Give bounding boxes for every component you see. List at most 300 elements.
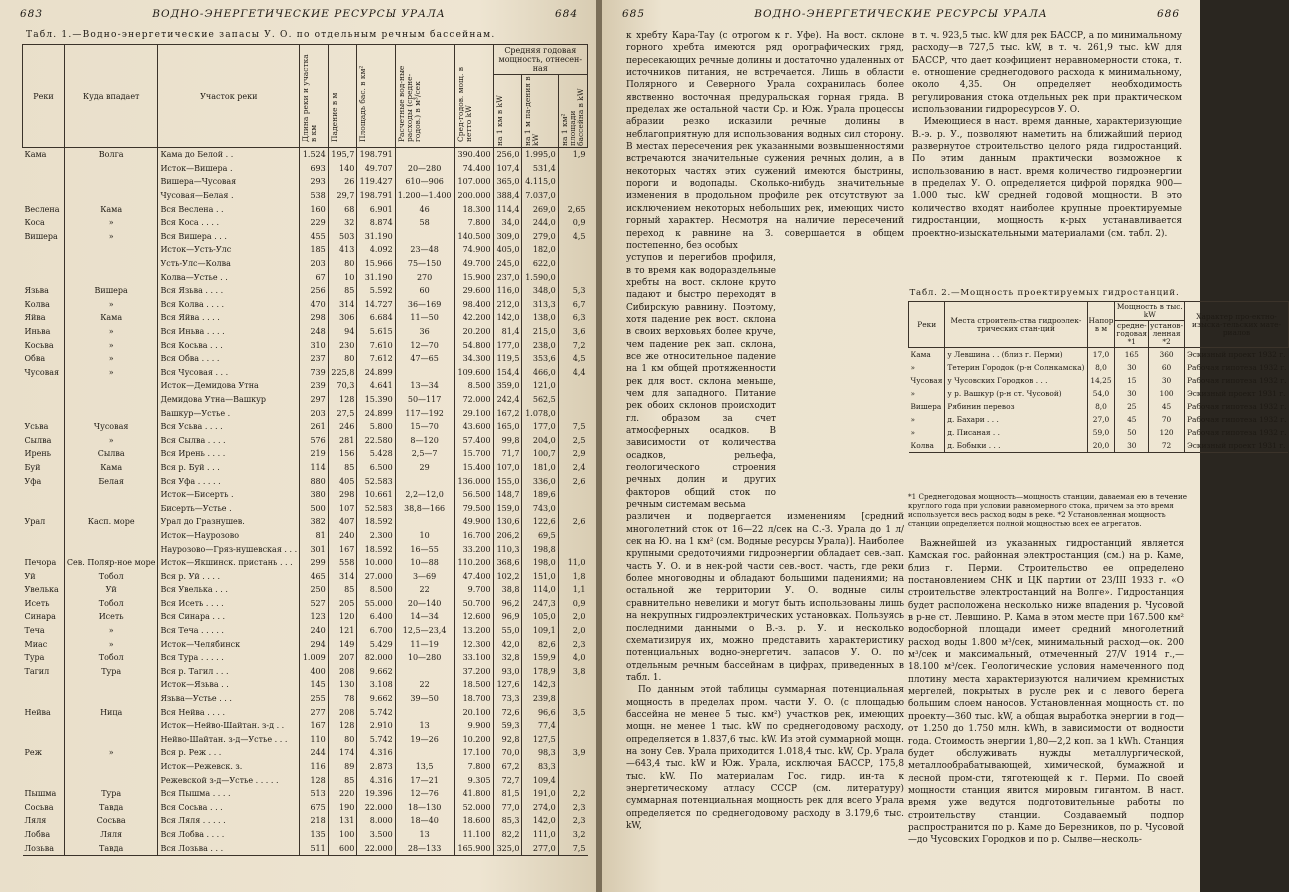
table-cell: 22.000 (357, 841, 395, 855)
table-cell: Тобол (64, 569, 158, 583)
table-cell: 73,3 (493, 692, 522, 706)
table-cell: 675 (300, 801, 329, 815)
table-cell: Исток—Бисерть . (158, 488, 300, 502)
table-cell: 1,9 (558, 148, 587, 162)
table-cell: 140 (328, 162, 357, 176)
table-cell: 42,0 (493, 637, 522, 651)
table-cell: Тавда (64, 801, 158, 815)
table-cell: 100,7 (522, 447, 558, 461)
table-cell: 72,6 (493, 705, 522, 719)
table-cell: 576 (300, 433, 329, 447)
table-row (23, 379, 588, 393)
table-cell (23, 175, 65, 189)
table-cell: Кама (24, 150, 47, 160)
table-cell: 29.100 (454, 406, 493, 420)
table-cell: Вся Лозьва . . . (158, 841, 300, 855)
table-cell: 203 (300, 257, 329, 271)
table-cell: 242,4 (493, 393, 522, 407)
table-cell: Вся Сылва . . . . (158, 433, 300, 447)
right-page (602, 0, 1287, 892)
table-cell: 98.400 (454, 298, 493, 312)
table-cell: 185 (300, 243, 329, 257)
t2-header-avg: средне-годовая *1 (1116, 321, 1148, 346)
table-cell: 116,0 (493, 284, 522, 298)
table-cell: 34,0 (493, 216, 522, 230)
table-cell: Вашкур—Устье . (158, 406, 300, 420)
table-cell: Тура (24, 653, 45, 663)
table-cell: 380 (300, 488, 329, 502)
table-cell: Чусовая—Белая . (158, 189, 300, 203)
table-cell: 31.190 (357, 270, 395, 284)
table-cell (64, 270, 158, 284)
table-cell: 7,5 (558, 841, 587, 855)
table-cell (558, 773, 587, 787)
table-cell: » (64, 216, 158, 230)
table-cell: 148,7 (493, 488, 522, 502)
table-cell: 255 (300, 692, 329, 706)
table-cell: 102,2 (493, 569, 522, 583)
table-cell: Теча (24, 626, 45, 636)
table-cell: 23—48 (395, 243, 454, 257)
table-cell: Коса (24, 218, 45, 228)
table-cell: 531,4 (522, 162, 558, 176)
table-cell (64, 501, 158, 515)
table-cell: 2,5 (558, 433, 587, 447)
table-row (23, 705, 588, 719)
table-cell: Вся Вишера . . . (158, 230, 300, 244)
table-cell: Кама (64, 461, 158, 475)
table-cell: 85 (328, 583, 357, 597)
table-cell: 15.900 (454, 270, 493, 284)
table-cell: 94 (328, 325, 357, 339)
table-cell: Колва—Устье . . (158, 270, 300, 284)
table-cell: 33.200 (454, 542, 493, 556)
table-cell: 353,6 (522, 352, 558, 366)
table-cell (23, 692, 65, 706)
table-cell: 5,3 (558, 284, 587, 298)
header-per-km: на 1 км в kW (494, 95, 504, 146)
table-cell: 503 (328, 230, 357, 244)
table-cell: 11—19 (395, 637, 454, 651)
table-cell: Уфа (24, 476, 42, 486)
table-cell: 336,0 (522, 474, 558, 488)
table-cell: Синара (24, 612, 56, 622)
table-cell: 178,9 (522, 665, 558, 679)
table-cell: 298 (300, 311, 329, 325)
table-cell (395, 515, 454, 529)
table-cell: 77,4 (522, 719, 558, 733)
table-cell (23, 733, 65, 747)
table-cell (23, 719, 65, 733)
table-cell: Вся Увелька . . . (158, 583, 300, 597)
table-cell: 7.800 (454, 760, 493, 774)
table-cell: 191,0 (522, 787, 558, 801)
table-cell: Вся р. Реж . . . (158, 746, 300, 760)
table-cell: 10—280 (395, 651, 454, 665)
table-row (23, 828, 588, 842)
header-flow: Расчетные вод-ные расходы (средне-годов.) в м³/сек (396, 65, 422, 142)
paragraph: к хребту Кара-Тау (с отрогом к г. Уфе). На вост. склоне горного хребта имеются ряд орографических гряд, пересекающих речные долины и достаточно удаленных от источников питания, не встречается. Лишь в области Полярного и Северного Урала сохранилась более явственно восточная предуральская горная гряда. В пределах же остальной части Ср. и Юж. Урала процессы абразии резко исказили речные долины в неблагоприятную для использования водных сил сторону. В местах пересечения рек указанными возвышенностями встречаются значительные сужения речных долин, а в некоторых частях этих сужений имеются быстрины, пороги и водопады. Сколько-нибудь значительные изменения в продольном профиле рек отсутствуют за исключением некоторых небольших рек, имеющих чисто горный характер. Несмотря на наличие пересечений переход к равнине на З. совершается в общем постепенно, без особых (626, 31, 904, 251)
table-cell (558, 270, 587, 284)
table-cell (64, 175, 158, 189)
table-cell: Вся Яйва . . . . (158, 311, 300, 325)
table-cell: 8.874 (357, 216, 395, 230)
table-cell: у р. Вашкур (р-н ст. Чусовой) (945, 387, 1087, 400)
table-cell: 206,2 (493, 529, 522, 543)
table-cell: Чусовая (910, 375, 943, 385)
table-cell: 71,7 (493, 447, 522, 461)
table-cell: 2,9 (558, 447, 587, 461)
table-cell: 500 (300, 501, 329, 515)
table-cell: 159,0 (493, 501, 522, 515)
table-cell: Вся Сосьва . . . (158, 801, 300, 815)
table-cell: 465 (300, 569, 329, 583)
table-cell: 6,7 (558, 298, 587, 312)
table-cell: 2,0 (558, 610, 587, 624)
table-cell: Рабочая гипотеза 1932 г. (1185, 361, 1289, 374)
header-section: Участок реки (158, 45, 300, 148)
paragraph: в т. ч. 923,5 тыс. kW для рек БАССР, а по минимальному расходу—в 727,5 тыс. kW, в т. ч. 261,9 тыс. kW для БАССР, что дает коэфициент неравномерности стока, т. е. отношение среднегодового расхода к минимальному, около 4,35. Он определяет необходимость регулирования стока отдельных рек при практическом использовании гидроресурсов У. О. (912, 31, 1182, 116)
table-cell: Тура (64, 665, 158, 679)
table-cell: 240 (300, 624, 329, 638)
table-cell: 9.662 (357, 692, 395, 706)
table-cell (23, 189, 65, 203)
table-cell: 138,0 (522, 311, 558, 325)
table-row (23, 501, 588, 515)
table-cell: 121,0 (522, 379, 558, 393)
table-cell: 39—50 (395, 692, 454, 706)
table-row (23, 148, 588, 162)
page-number: 683 (20, 8, 44, 20)
table-cell: 93,0 (493, 665, 522, 679)
table-row (23, 175, 588, 189)
table-cell: 60 (395, 284, 454, 298)
table-cell: 5.615 (357, 325, 395, 339)
table-cell: 5.429 (357, 637, 395, 651)
table-cell: 279,0 (522, 230, 558, 244)
table-cell: 57.400 (454, 433, 493, 447)
table-cell: Эскизный проект 1931 г. (1185, 387, 1289, 400)
t2-header-river: Реки (909, 302, 945, 348)
table-cell: 79.500 (454, 501, 493, 515)
table-cell: Исток—Челябинск (158, 637, 300, 651)
table-cell: 693 (300, 162, 329, 176)
table-cell (395, 366, 454, 380)
table-cell: 107,4 (493, 162, 522, 176)
table-cell: 390.400 (454, 148, 493, 162)
table-cell: 298 (328, 488, 357, 502)
table-cell: 52.583 (357, 501, 395, 515)
table-cell: 6.700 (357, 624, 395, 638)
header-river: Реки (23, 45, 65, 148)
table-cell: 13 (395, 828, 454, 842)
table-cell: 10 (328, 270, 357, 284)
table-cell (64, 773, 158, 787)
table-cell: 207 (328, 651, 357, 665)
table-row (23, 692, 588, 706)
table-cell: 8.500 (454, 379, 493, 393)
table-cell: 13.200 (454, 624, 493, 638)
table-cell: Нейво-Шайтан. з-д—Устье . . . (158, 733, 300, 747)
table-cell: 29,7 (328, 189, 357, 203)
table-cell: 6,3 (558, 311, 587, 325)
table-cell: 81 (300, 529, 329, 543)
table-cell: 204,0 (522, 433, 558, 447)
table-cell (558, 733, 587, 747)
table-cell: 15.400 (454, 461, 493, 475)
table-cell: Сев. Поляр-ное море (64, 556, 158, 570)
table-cell: Вся Исеть . . . . (158, 597, 300, 611)
table-cell: Исток—Режевск. з. (158, 760, 300, 774)
table-cell: 195,7 (328, 148, 357, 162)
table-cell: 22.000 (357, 801, 395, 815)
table-cell: 1.524 (300, 148, 329, 162)
table-cell: 198.791 (357, 189, 395, 203)
table-cell: 60 (1149, 361, 1185, 374)
header-per-area: на 1 км² площади бассейна в kW (559, 88, 585, 146)
table-cell: Исток—Усть-Улс (158, 243, 300, 257)
table-cell: » (64, 338, 158, 352)
table-row (23, 243, 588, 257)
table-row (909, 413, 1289, 426)
table-cell: 177,0 (522, 420, 558, 434)
table-cell: 1.009 (300, 651, 329, 665)
table-cell: 281 (328, 433, 357, 447)
table-cell: 2.873 (357, 760, 395, 774)
table-cell: 4.316 (357, 746, 395, 760)
table-cell: 18.592 (357, 542, 395, 556)
table-cell: 41.800 (454, 787, 493, 801)
table-cell: 244 (300, 746, 329, 760)
table-cell: Бисерть—Устье . (158, 501, 300, 515)
table-cell: Тавда (64, 841, 158, 855)
table-cell: » (910, 427, 916, 437)
table-cell: 237,0 (493, 270, 522, 284)
table-cell: 3,5 (558, 705, 587, 719)
table-cell: Тура (64, 787, 158, 801)
table-cell: 80 (328, 257, 357, 271)
table-cell: Наурозово—Гряз-нушевская . . . (158, 542, 300, 556)
table-cell: Демидова Утна—Вашкур (158, 393, 300, 407)
table-cell: 14—34 (395, 610, 454, 624)
table-cell: 182,0 (522, 243, 558, 257)
table-cell: 119,5 (493, 352, 522, 366)
table-cell (64, 243, 158, 257)
table-cell: 244,0 (522, 216, 558, 230)
table-cell: 14,25 (1087, 374, 1115, 387)
table-cell: 75—150 (395, 257, 454, 271)
table-cell: » (64, 746, 158, 760)
table-cell: 10—88 (395, 556, 454, 570)
table-cell: 3,2 (558, 828, 587, 842)
table-cell: 274,0 (522, 801, 558, 815)
table-cell: 18.500 (454, 678, 493, 692)
table-cell: 4.641 (357, 379, 395, 393)
table-cell: 122,6 (522, 515, 558, 529)
table-row (23, 801, 588, 815)
table-cell (23, 501, 65, 515)
table-cell: 181,0 (522, 461, 558, 475)
table-cell: 0,9 (558, 597, 587, 611)
table-cell: 562,5 (522, 393, 558, 407)
table-cell: 49.700 (454, 257, 493, 271)
table-cell: » (64, 624, 158, 638)
table-cell (558, 162, 587, 176)
table-cell: 1.995,0 (522, 148, 558, 162)
table-cell: 1.078,0 (522, 406, 558, 420)
table-cell: Вишера (24, 231, 58, 241)
table-cell: 7.612 (357, 352, 395, 366)
table-cell: 7.037,0 (522, 189, 558, 203)
table-cell: 24.899 (357, 366, 395, 380)
table-cell: 135 (300, 828, 329, 842)
table-cell: 165.900 (454, 841, 493, 855)
table-cell: 2,5—7 (395, 447, 454, 461)
table-cell: 466,0 (522, 366, 558, 380)
table-cell: Тетерин Городок (р-н Солнкамска) (945, 361, 1087, 374)
table-cell (23, 243, 65, 257)
table-cell: 4,5 (558, 352, 587, 366)
table-cell: 238,0 (522, 338, 558, 352)
table-cell (23, 760, 65, 774)
table-cell: 36—169 (395, 298, 454, 312)
table-cell: 15.966 (357, 257, 395, 271)
table-cell: Уй (64, 583, 158, 597)
table-cell (23, 162, 65, 176)
table-cell: 200.000 (454, 189, 493, 203)
table-row (23, 542, 588, 556)
table-cell: 413 (328, 243, 357, 257)
table-cell: 4,4 (558, 366, 587, 380)
table-cell: 248 (300, 325, 329, 339)
table-cell: 99,8 (493, 433, 522, 447)
table-cell: 80 (328, 352, 357, 366)
table-cell: Вся Косьва . . . (158, 338, 300, 352)
table-cell: 154,4 (493, 366, 522, 380)
table-cell (64, 733, 158, 747)
table-cell: Веслена (24, 204, 60, 214)
table-cell: 511 (300, 841, 329, 855)
table-cell: Ирень (24, 449, 52, 459)
page-number: 684 (554, 8, 578, 20)
table-cell: 85 (328, 461, 357, 475)
table-cell: 128 (300, 773, 329, 787)
table-row (23, 230, 588, 244)
table-cell: 382 (300, 515, 329, 529)
table-cell: Чусовая (64, 420, 158, 434)
table-cell: Яйва (24, 313, 46, 323)
table-cell: 69,5 (522, 529, 558, 543)
table-row (23, 270, 588, 284)
text-column-2-lower (908, 538, 1184, 847)
table-cell: 50.700 (454, 597, 493, 611)
table-row (23, 461, 588, 475)
table-cell: Иньва (24, 327, 51, 337)
table-cell: 2,6 (558, 474, 587, 488)
paragraph: Имеющиеся в наст. время данные, характеризующие В.-э. р. У., позволяют наметить на ближайший период развернутое строительство целого ряда гидростанций. По этим данным практически возможное к использованию в наст. время количество гидроэнергии в пределах У. О. определяется цифрой порядка 900—1.000 тыс. kW средней годовой мощности. В это количество входят наиболее крупные проектируемые гидростанции, мощность к-рых устанавливается проектно-изыскательными материалами (см. табл. 2). (912, 117, 1182, 239)
table-row (23, 841, 588, 855)
table-cell: Рябинин перевоз (945, 400, 1087, 413)
table-row (23, 556, 588, 570)
table-cell: 10.200 (454, 733, 493, 747)
table-cell: Язьва (24, 286, 49, 296)
table-cell: 26 (328, 175, 357, 189)
table-cell: 27,0 (1087, 413, 1115, 426)
table-cell: 18.592 (357, 515, 395, 529)
table-cell: 513 (300, 787, 329, 801)
table-cell: 128 (328, 393, 357, 407)
table-cell: 12.600 (454, 610, 493, 624)
table-cell: Миас (24, 639, 48, 649)
table-cell: 12—76 (395, 787, 454, 801)
table-cell: 239,8 (522, 692, 558, 706)
table-cell (64, 678, 158, 692)
table-cell: 218 (300, 814, 329, 828)
table-cell: 270 (395, 270, 454, 284)
table-cell: 77,0 (493, 801, 522, 815)
table-cell: 49.707 (357, 162, 395, 176)
t2-header-head: Напор в м (1087, 302, 1115, 348)
table-cell: 74.900 (454, 243, 493, 257)
table-cell (64, 257, 158, 271)
table-cell: 5.742 (357, 733, 395, 747)
table-cell: 167,2 (493, 406, 522, 420)
table-cell (64, 719, 158, 733)
table-cell: 30 (1149, 374, 1185, 387)
table-cell: 74.400 (454, 162, 493, 176)
table-cell: 167 (328, 542, 357, 556)
table-cell: 230 (328, 338, 357, 352)
left-page (0, 0, 598, 892)
table-cell: Исток—Вишера . (158, 162, 300, 176)
table-cell: 29 (395, 461, 454, 475)
table2-footnote: *1 Среднегодовая мощность—мощность станции, даваемая ею в течение круглого года при условии равномерного стока, причем за это время используется весь расход воды в реке. *2 Установленная мощность станции определяется полной мощностью всех ее агрегатов. (908, 492, 1188, 528)
table-cell: 198,8 (522, 542, 558, 556)
table-row (23, 189, 588, 203)
table-cell: 1.590,0 (522, 270, 558, 284)
table-cell: Рабочая гипотеза 1932 г. (1185, 374, 1289, 387)
table-cell: 52.000 (454, 801, 493, 815)
table-cell: 67,2 (493, 760, 522, 774)
table-cell: 198,0 (522, 556, 558, 570)
table-cell: Исток—Наурозово (158, 529, 300, 543)
table-row (909, 439, 1289, 453)
table-cell: 20.100 (454, 705, 493, 719)
table-cell: Рабочая гипотеза 1932 г. (1185, 426, 1289, 439)
table-cell: 160 (300, 202, 329, 216)
header-power: Сред-годов. мощ. в нетто kW (455, 66, 473, 142)
table-cell (23, 542, 65, 556)
table-cell: 365,0 (493, 175, 522, 189)
table-cell: 269,0 (522, 202, 558, 216)
table-cell: 20—280 (395, 162, 454, 176)
table-cell: 190 (328, 801, 357, 815)
table-cell: 6.400 (357, 610, 395, 624)
table-cell: 8.000 (357, 814, 395, 828)
table-cell: 2,65 (558, 202, 587, 216)
table-cell: 7.610 (357, 338, 395, 352)
table-cell: 142,3 (522, 678, 558, 692)
table-cell (23, 678, 65, 692)
table-row (23, 746, 588, 760)
table-cell: 8,0 (1087, 400, 1115, 413)
table-cell: 13 (395, 719, 454, 733)
table-cell: » (64, 230, 158, 244)
table-cell: 107 (328, 501, 357, 515)
table-cell: 9.700 (454, 583, 493, 597)
table-cell: 8—120 (395, 433, 454, 447)
table-cell: 59,3 (493, 719, 522, 733)
